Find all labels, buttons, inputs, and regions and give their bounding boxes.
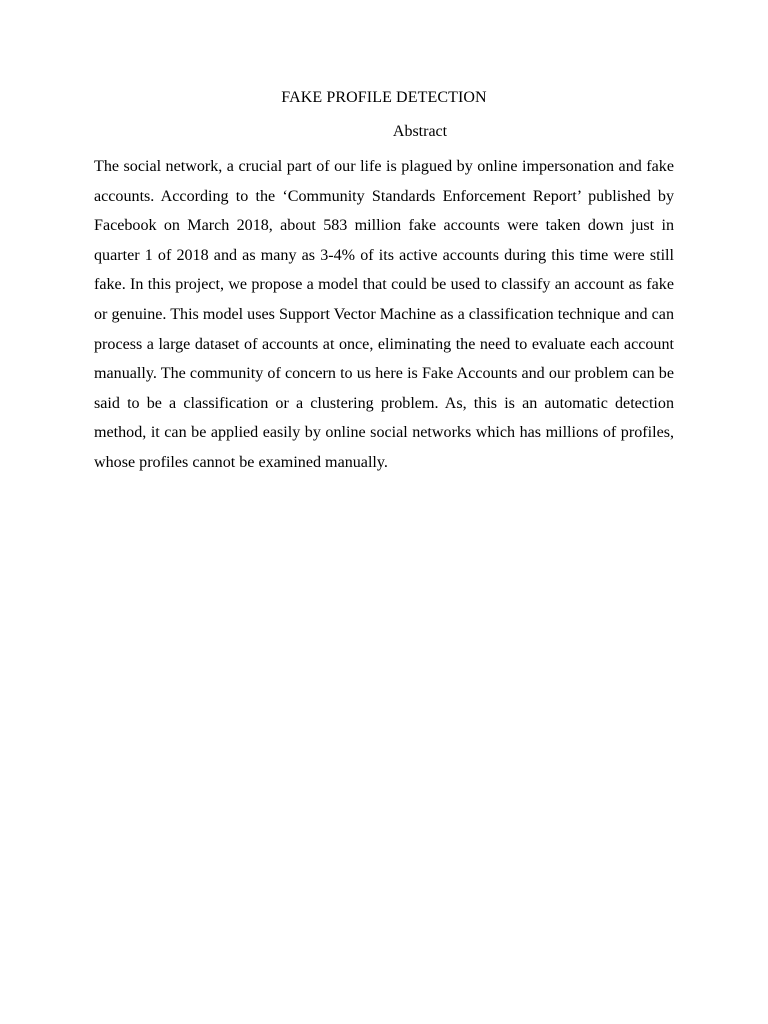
document-title: FAKE PROFILE DETECTION [281,89,487,106]
abstract-heading-row [0,122,768,142]
abstract-heading: Abstract [392,123,448,140]
abstract-paragraph: The social network, a crucial part of our life is plagued by online impersonation and fake accounts. According to the ‘Community Standards Enforcement Report’ published by Facebook on March 2018, about 583 million fake accounts were taken down just in quarter 1 of 2018 and as many as 3-4% of its active accounts during this time were still fake. In this project, we propose a model that could be used to classify an account as fake or genuine. This model uses Support Vector Machine as a classification technique and can process a large dataset of accounts at once, eliminating the need to evaluate each account manually. The community of concern to us here is Fake Accounts and our problem can be said to be a classification or a clustering problem. As, this is an automatic detection method, it can be applied easily by online social networks which has millions of profiles, whose profiles cannot be examined manually. [94,158,674,471]
